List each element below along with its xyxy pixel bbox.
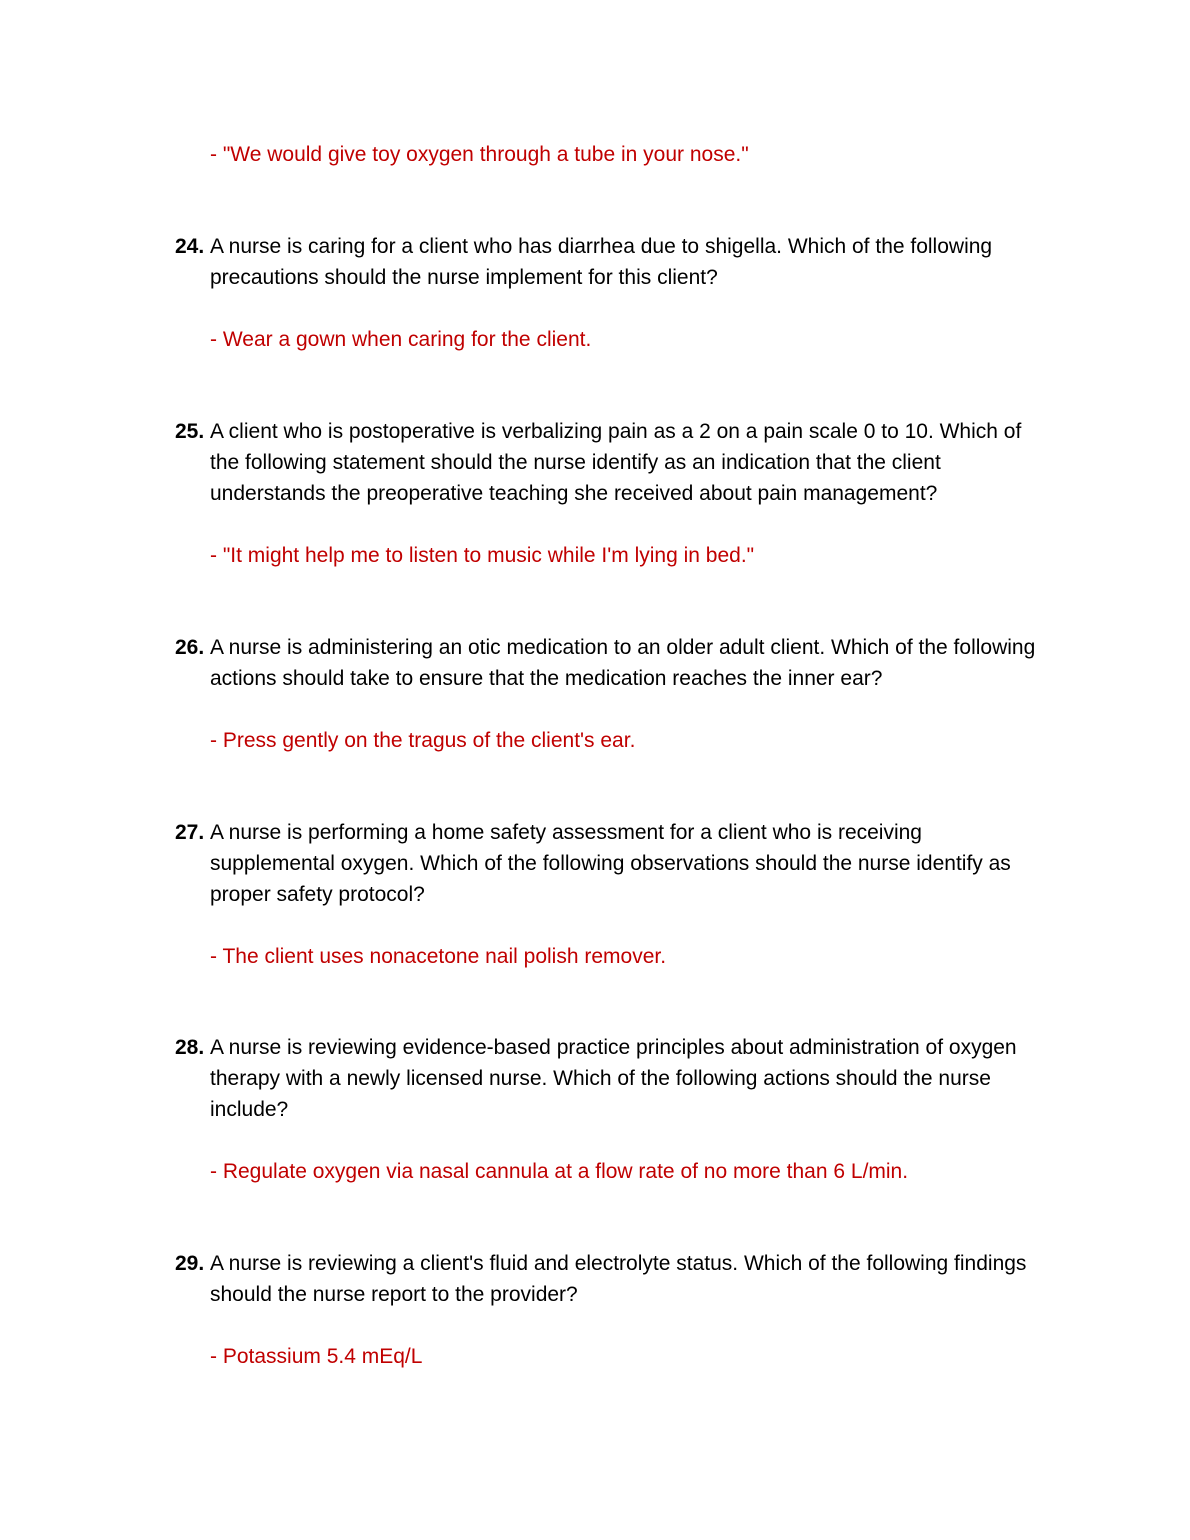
answer-text: - The client uses nonacetone nail polish remover. (210, 945, 667, 968)
question-text: A nurse is reviewing a client's fluid and electrolyte status. Which of the following findings should the nurse report to the provider? (210, 1252, 1027, 1306)
question-number: 25. (175, 420, 205, 443)
question-28 (175, 1032, 1050, 1187)
answer-text: - "It might help me to listen to music while I'm lying in bed." (210, 544, 755, 567)
question-text: A nurse is reviewing evidence-based practice principles about administration of oxygen therapy with a newly licensed nurse. Which of the following actions should the nurse include? (210, 1036, 1017, 1121)
question-text: A nurse is administering an otic medication to an older adult client. Which of the following actions should take to ensure that the medication reaches the inner ear? (210, 636, 1036, 690)
question-24 (175, 231, 1050, 355)
question-number: 29. (175, 1252, 205, 1275)
answer-23: - "We would give toy oxygen through a tube in your nose." (210, 143, 749, 166)
answer-text: - Regulate oxygen via nasal cannula at a flow rate of no more than 6 L/min. (210, 1160, 909, 1183)
answer-text: - Press gently on the tragus of the client's ear. (210, 729, 636, 752)
answer-text: - Wear a gown when caring for the client. (210, 328, 592, 351)
answer-text: - Potassium 5.4 mEq/L (210, 1345, 423, 1368)
question-text: A nurse is performing a home safety assessment for a client who is receiving supplemental oxygen. Which of the following observations should the nurse identify as proper safety protocol? (210, 821, 1011, 906)
question-number: 24. (175, 235, 205, 258)
question-number: 28. (175, 1036, 205, 1059)
question-27 (175, 817, 1050, 972)
question-26 (175, 632, 1050, 756)
question-25 (175, 416, 1050, 571)
question-29 (175, 1248, 1050, 1372)
question-number: 26. (175, 636, 205, 659)
question-text: A nurse is caring for a client who has diarrhea due to shigella. Which of the following precautions should the nurse implement for this client? (210, 235, 993, 289)
question-text: A client who is postoperative is verbalizing pain as a 2 on a pain scale 0 to 10. Which of the following statement should the nurse identify as an indication that the client understands the preoperative teaching she received about pain management? (210, 420, 1022, 505)
question-number: 27. (175, 821, 205, 844)
